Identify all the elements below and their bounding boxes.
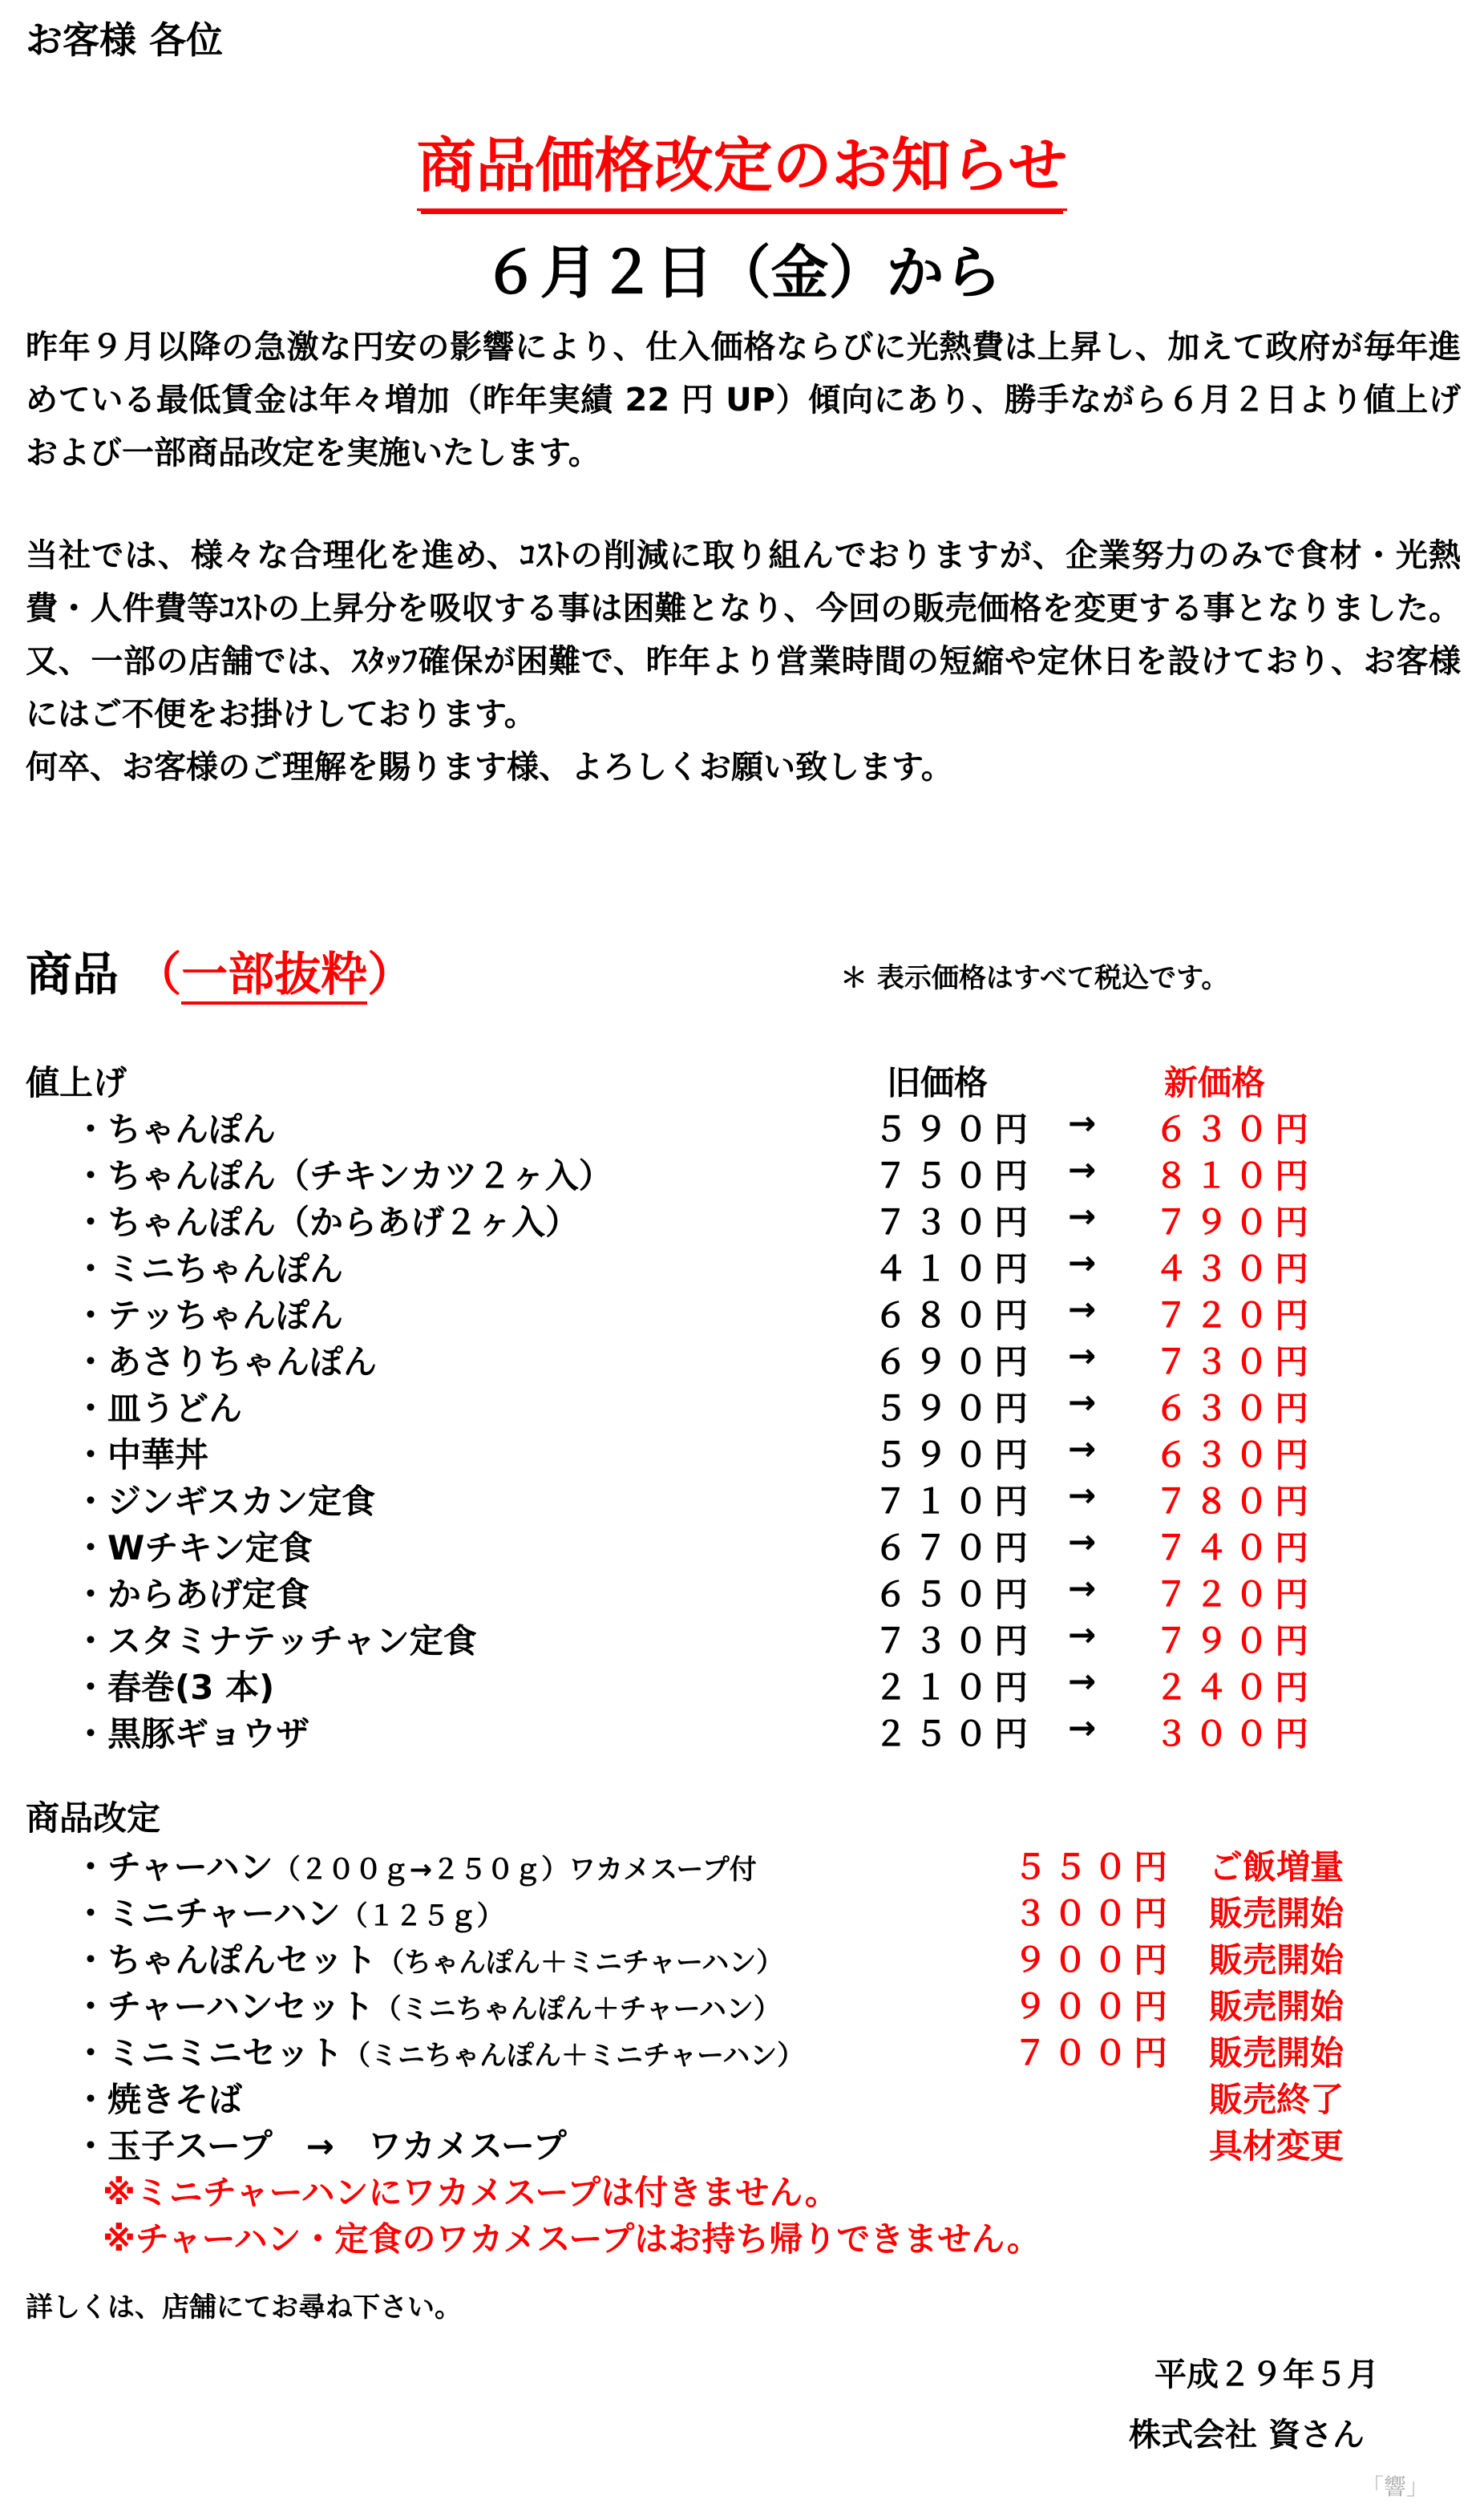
issue-date: 平成２９年５月 <box>1154 2356 1379 2393</box>
revision-status: 販売終了 <box>1209 2080 1344 2119</box>
revision-price: ５５０円 <box>1013 1847 1175 1887</box>
old-price: ６９０円 <box>874 1342 1035 1381</box>
item-name: ・春巻(3 本) <box>74 1668 275 1707</box>
closing-text: 詳しくは、店舗にてお尋ね下さい。 <box>26 2292 462 2324</box>
revision-status: 具材変更 <box>1209 2126 1344 2166</box>
old-price: ５９０円 <box>874 1389 1035 1428</box>
arrow-icon: → <box>1068 1382 1097 1422</box>
price-row <box>0 1243 1484 1289</box>
revision-price: ３００円 <box>1013 1894 1175 1933</box>
revision-item <box>74 1887 504 1936</box>
explanation-paragraph <box>26 529 1461 794</box>
new-price: ２４０円 <box>1154 1668 1316 1707</box>
revision-row <box>0 1980 1484 2027</box>
arrow-icon: → <box>1068 1475 1097 1515</box>
arrow-icon: → <box>1068 1708 1097 1747</box>
company-name: 株式会社 資さん <box>1129 2417 1365 2453</box>
old-price: ７１０円 <box>874 1482 1035 1521</box>
revision-price: ７００円 <box>1013 2033 1175 2073</box>
revision-label: 商品改定 <box>26 1798 161 1838</box>
revision-item <box>74 2073 242 2122</box>
new-price: ７２０円 <box>1154 1296 1316 1335</box>
revision-row <box>0 1887 1484 1934</box>
new-price: ３００円 <box>1154 1714 1316 1754</box>
revision-item-name: ・玉子スープ → ワカメスープ <box>74 2126 567 2166</box>
revision-status: 販売開始 <box>1209 1987 1344 2026</box>
price-row <box>0 1615 1484 1661</box>
price-up-label: 値上げ <box>26 1063 127 1102</box>
arrow-icon: → <box>1068 1429 1097 1468</box>
products-heading <box>26 936 414 1004</box>
new-price: ７４０円 <box>1154 1528 1316 1568</box>
revision-item <box>74 2120 567 2168</box>
stamp-mark: 「響」 <box>1361 2474 1429 2500</box>
new-price: ４３０円 <box>1154 1249 1316 1288</box>
paren-close: ） <box>367 947 414 1001</box>
revision-item <box>74 2027 804 2075</box>
revision-item-name: ・チャーハンセット <box>74 1987 374 2026</box>
revision-status: 販売開始 <box>1209 2033 1344 2073</box>
price-row <box>0 1103 1484 1150</box>
page-title <box>0 119 1484 211</box>
products-heading-sub: 一部抜粋 <box>181 947 367 1005</box>
revision-note: ※チャーハン・定食のワカメスープはお持ち帰りできません。 <box>103 2219 1041 2259</box>
old-price: ６７０円 <box>874 1528 1035 1568</box>
item-name: ・ちゃんぽん（からあげ２ヶ入） <box>74 1203 580 1242</box>
old-price: ７５０円 <box>874 1156 1035 1195</box>
new-price: ６３０円 <box>1154 1435 1316 1474</box>
revision-item-detail: （ミニちゃんぽん＋ミニチャーハン） <box>343 2040 805 2072</box>
old-price: ２５０円 <box>874 1714 1035 1754</box>
price-row <box>0 1661 1484 1708</box>
old-price: ６５０円 <box>874 1575 1035 1614</box>
revision-item-name: ・焼きそば <box>74 2080 243 2119</box>
revision-item <box>74 1841 757 1889</box>
item-name: ・テッちゃんぽん <box>74 1296 344 1335</box>
paren-open: （ <box>135 947 182 1001</box>
item-name: ・中華丼 <box>74 1435 209 1474</box>
old-price: ７３０円 <box>874 1621 1035 1661</box>
price-row <box>0 1382 1484 1429</box>
item-name: ・ミニちゃんぽん <box>74 1249 344 1288</box>
arrow-icon: → <box>1068 1522 1097 1561</box>
item-name: ・ちゃんぽん <box>74 1110 277 1149</box>
old-price: ４１０円 <box>874 1249 1035 1288</box>
arrow-icon: → <box>1068 1289 1097 1329</box>
new-price: ７２０円 <box>1154 1575 1316 1614</box>
revision-item-name: ・ちゃんぽんセット <box>74 1940 378 1980</box>
page-title-text: 商品価格改定のお知らせ <box>417 119 1068 211</box>
tax-note: ＊ 表示価格はすべて税込です。 <box>840 962 1229 994</box>
effective-date: ６月２日（金）から <box>482 239 1002 306</box>
new-price: ７９０円 <box>1154 1621 1316 1661</box>
greeting: お客様 各位 <box>26 18 224 62</box>
revision-row <box>0 2027 1484 2073</box>
revision-item-detail: （２００ｇ→２５０ｇ）ワカメスープ付 <box>273 1854 757 1886</box>
item-name: ・皿うどん <box>74 1389 243 1428</box>
old-price: ６８０円 <box>874 1296 1035 1335</box>
new-price: ６３０円 <box>1154 1389 1316 1428</box>
price-row <box>0 1336 1484 1382</box>
revision-status: 販売開始 <box>1209 1940 1344 1980</box>
item-name: ・黒豚ギョウザ <box>74 1714 310 1754</box>
revision-item <box>74 1980 781 2029</box>
revision-price: ９００円 <box>1013 1940 1175 1980</box>
revision-row <box>0 2073 1484 2120</box>
revision-item <box>74 1934 783 1982</box>
explanation-text: 当社では、様々な合理化を進め、ｺｽﾄの削減に取り組んでおりますが、企業努力のみで食材・光熱費・人件費等ｺｽﾄの上昇分を吸収する事は困難となり、今回の販売価格を変更する事となりました。 又、一部の店舗では、ｽﾀｯﾌ確保が困難で、昨年より営業時間の短縮や定休日を設けており、お客様にはご不便をお掛けしております。 <box>26 537 1461 733</box>
old-price: ７３０円 <box>874 1203 1035 1242</box>
revision-row <box>0 1934 1484 1980</box>
revision-item-detail: （ミニちゃんぽん＋チャーハン） <box>374 1993 781 2025</box>
item-name: ・Wチキン定食 <box>74 1528 313 1568</box>
price-row <box>0 1196 1484 1243</box>
arrow-icon: → <box>1068 1103 1097 1143</box>
item-name: ・ちゃんぽん（チキンカツ２ヶ入） <box>74 1156 613 1195</box>
revision-row <box>0 2120 1484 2166</box>
products-heading-label: 商品 <box>26 947 119 1001</box>
revision-price: ９００円 <box>1013 1987 1175 2026</box>
old-price: ２１０円 <box>874 1668 1035 1707</box>
arrow-icon: → <box>1068 1336 1097 1375</box>
arrow-icon: → <box>1068 1661 1097 1701</box>
price-row <box>0 1568 1484 1615</box>
new-price: ７８０円 <box>1154 1482 1316 1521</box>
arrow-icon: → <box>1068 1615 1097 1654</box>
intro-paragraph: 昨年９月以降の急激な円安の影響により、仕入価格ならびに光熱費は上昇し、加えて政府が毎年進めている最低賃金は年々増加（昨年実績 22 円 UP）傾向にあり、勝手ながら６月２日より値上げおよび一部商品改定を実施いたします。 <box>26 329 1461 471</box>
revision-item-detail: （１２５ｇ） <box>340 1900 504 1932</box>
price-row <box>0 1475 1484 1522</box>
arrow-icon: → <box>1068 1243 1097 1282</box>
revision-item-detail: （ちゃんぽん＋ミニチャーハン） <box>377 1947 784 1979</box>
arrow-icon: → <box>1068 1150 1097 1189</box>
revision-item-name: ・ミニミニセット <box>74 2033 344 2073</box>
new-price: ８１０円 <box>1154 1156 1316 1195</box>
revision-row <box>0 1841 1484 1887</box>
price-row <box>0 1289 1484 1336</box>
old-price: ５９０円 <box>874 1435 1035 1474</box>
old-price-header: 旧価格 <box>887 1063 989 1102</box>
revision-note: ※ミニチャーハンにワカメスープは付きません。 <box>103 2173 839 2212</box>
revision-status: 販売開始 <box>1209 1894 1344 1933</box>
price-row <box>0 1429 1484 1475</box>
item-name: ・スタミナテッチャン定食 <box>74 1621 477 1661</box>
old-price: ５９０円 <box>874 1110 1035 1149</box>
price-row <box>0 1522 1484 1568</box>
revision-item-name: ・ミニチャーハン <box>74 1894 341 1933</box>
item-name: ・からあげ定食 <box>74 1575 310 1614</box>
new-price: ６３０円 <box>1154 1110 1316 1149</box>
new-price: ７９０円 <box>1154 1203 1316 1242</box>
arrow-icon: → <box>1068 1196 1097 1236</box>
item-name: ・あさりちゃんぽん <box>74 1342 378 1381</box>
request-text: 何卒、お客様のご理解を賜ります様、よろしくお願い致します。 <box>26 749 953 786</box>
price-row <box>0 1150 1484 1196</box>
revision-item-name: ・チャーハン <box>74 1847 273 1887</box>
revision-status: ご飯増量 <box>1209 1847 1344 1887</box>
arrow-icon: → <box>1068 1568 1097 1608</box>
new-price-header: 新価格 <box>1164 1063 1266 1102</box>
item-name: ・ジンギスカン定食 <box>74 1482 376 1521</box>
new-price: ７３０円 <box>1154 1342 1316 1381</box>
price-row <box>0 1708 1484 1754</box>
